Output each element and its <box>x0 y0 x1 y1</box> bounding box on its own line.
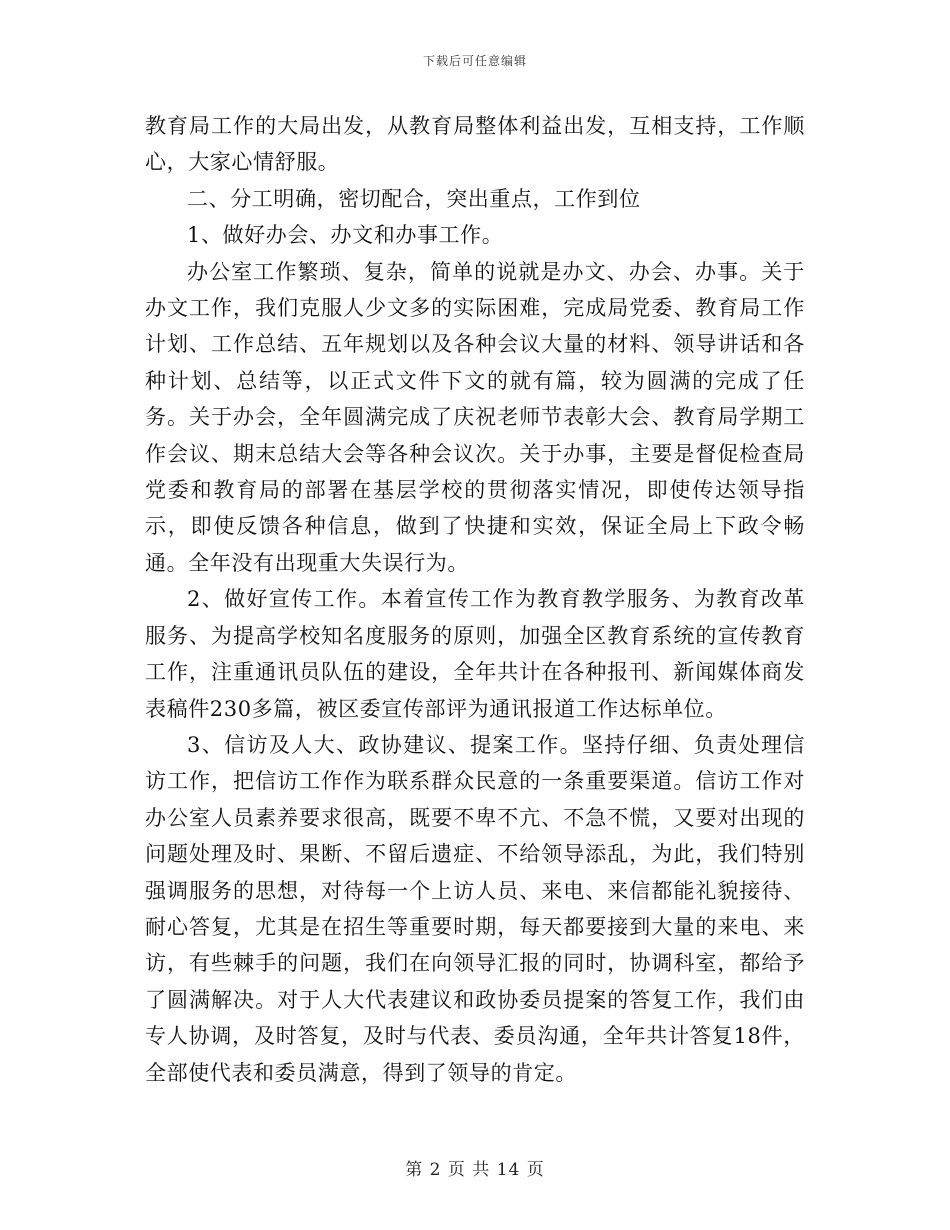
paragraph-office-work: 办公室工作繁琐、复杂，简单的说就是办文、办会、办事。关于办文工作，我们克服人少文多的实际困难，完成局党委、教育局工作计划、工作总结、五年规划以及各种会议大量的材料、领导讲话和各种计划、总结等，以正式文件下文的就有篇，较为圆满的完成了任务。关于办会，全年圆满完成了庆祝老师节表彰大会、教育局学期工作会议、期末总结大会等各种会议次。关于办事，主要是督促检查局党委和教育局的部署在基层学校的贯彻落实情况，即使传达领导指示，即使反馈各种信息，做到了快捷和实效，保证全局上下政令畅通。全年没有出现重大失误行为。 <box>145 259 805 575</box>
page-number: 第 2 页 共 14 页 <box>405 1160 545 1180</box>
paragraph-publicity-work: 2、做好宣传工作。本着宣传工作为教育教学服务、为教育改革服务、为提高学校知名度服务的原则，加强全区教育系统的宣传教育工作，注重通讯员队伍的建设，全年共计在各种报刊、新闻媒体商发表稿件230多篇，被区委宣传部评为通讯报道工作达标单位。 <box>145 587 805 721</box>
document-body <box>145 108 805 1091</box>
page-header: 下载后可任意编辑 <box>422 54 527 68</box>
paragraph-petition-work: 3、信访及人大、政协建议、提案工作。坚持仔细、负责处理信访工作，把信访工作作为联系群众民意的一条重要渠道。信访工作对办公室人员素养要求很高，既要不卑不亢、不急不慌，又要对出现的问题处理及时、果断、不留后遗症、不给领导添乱，为此，我们特别强调服务的思想，对待每一个上访人员、来电、来信都能礼貌接待、耐心答复，尤其是在招生等重要时期，每天都要接到大量的来电、来访，有些棘手的问题，我们在向领导汇报的同时，协调科室，都给予了圆满解决。对于人大代表建议和政协委员提案的答复工作，我们由专人协调，及时答复，及时与代表、委员沟通，全年共计答复18件，全部使代表和委员满意，得到了领导的肯定。 <box>145 732 805 1085</box>
section-heading: 二、分工明确，密切配合，突出重点，工作到位 <box>187 186 641 211</box>
subsection-heading: 1、做好办会、办文和办事工作。 <box>187 223 504 248</box>
paragraph-continuation: 教育局工作的大局出发，从教育局整体利益出发，互相支持，工作顺心，大家心情舒服。 <box>145 114 805 175</box>
